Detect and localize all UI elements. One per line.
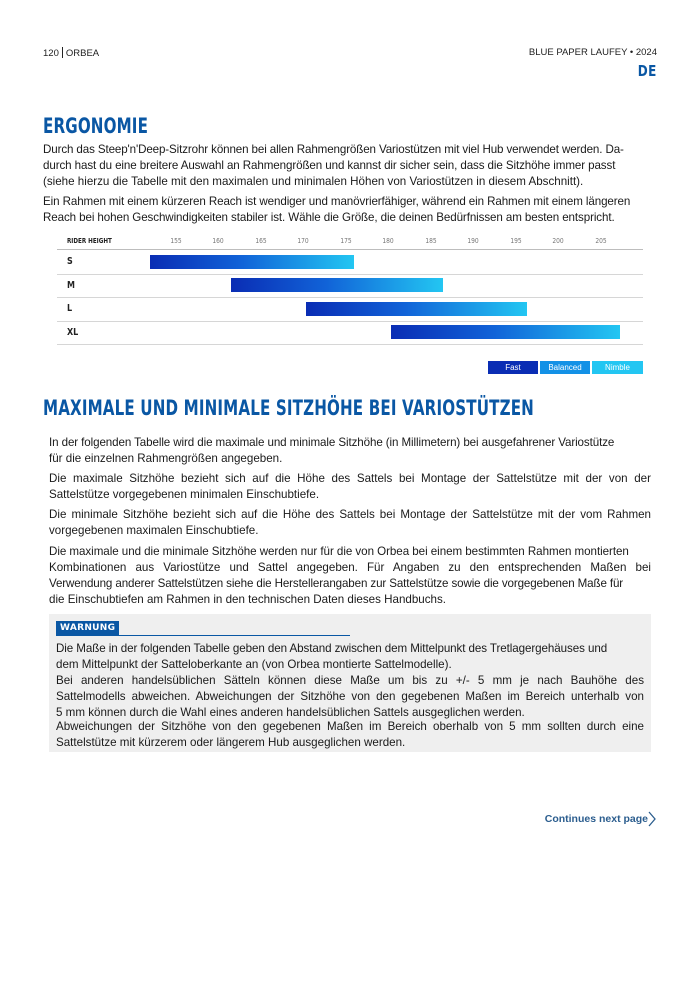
- x-tick-label: 205: [594, 237, 607, 245]
- x-tick-label: 180: [382, 237, 394, 245]
- language-badge: DE: [638, 62, 657, 80]
- text-line: Verwendung anderer Sattelstützen siehe die Herstellerangaben zur Sattelstütze sowie die vorgegebenen Maße für: [49, 577, 624, 590]
- text-line: Durch das Steep'n'Deep-Sitzrohr können bei allen Rahmengrößen Variostützen mit viel Hub verwendet werden. Da-: [43, 143, 624, 156]
- text-line: In der folgenden Tabelle wird die maximale und minimale Sitzhöhe (in Millimetern) bei ausgefahrener Variostütze: [49, 436, 615, 449]
- row-divider: [57, 321, 643, 322]
- text-line: Reach bei hohen Geschwindigkeiten stabiler ist. Wähle die Größe, die deinen Bedürfnissen am besten entspricht.: [43, 211, 615, 224]
- legend-fast: Fast: [488, 361, 538, 374]
- text-line: für die einzelnen Rahmengrößen angegeben.: [49, 452, 283, 465]
- text-line: vorgegebenen maximalen Einschubtiefe.: [49, 524, 259, 537]
- brand-name: ORBEA: [65, 48, 100, 59]
- x-tick-label: 195: [509, 237, 522, 245]
- row-divider: [57, 297, 643, 298]
- warning-paragraph-1: [56, 641, 644, 673]
- seat-height-paragraph-3: [49, 507, 651, 539]
- text-line: dem Mittelpunkt der Satteloberkante an (von Orbea montierte Sattelmodelle).: [56, 658, 452, 671]
- size-range-bar-l: [306, 302, 527, 316]
- seat-height-paragraph-1: [49, 435, 651, 467]
- ergonomics-paragraph-2: [43, 194, 653, 226]
- x-tick-label: 165: [255, 237, 267, 245]
- row-divider: [57, 344, 643, 345]
- text-line: Die minimale Sitzhöhe bezieht sich auf die Höhe des Sattels bei Montage der Sattelstütze mit der vom Rahmen: [49, 508, 651, 521]
- x-tick-label: 170: [297, 237, 309, 245]
- chevron-right-icon[interactable]: [647, 811, 657, 827]
- seat-height-paragraph-2: [49, 471, 651, 503]
- x-tick-label: 155: [170, 237, 182, 245]
- x-tick-label: 200: [552, 237, 564, 245]
- legend-nimble: Nimble: [592, 361, 643, 374]
- text-line: Sattelstütze vorgegebenen minimalen Einschubtiefe.: [49, 488, 320, 501]
- size-label: L: [67, 303, 73, 314]
- text-line: Die Maße in der folgenden Tabelle geben den Abstand zwischen dem Mittelpunkt des Tretlagergehäuses und: [56, 642, 608, 655]
- warning-paragraph-2: [56, 673, 644, 721]
- size-range-bar-s: [150, 255, 354, 269]
- rider-height-chart: [57, 229, 643, 347]
- warning-label: WARNUNG: [56, 621, 119, 635]
- text-line: durch hast du eine breitere Auswahl an Rahmengrößen und kannst dir sicher sein, dass die Sitzhöhe immer passt: [43, 159, 616, 172]
- x-tick-label: 160: [212, 237, 225, 245]
- page-header-left: [43, 47, 99, 59]
- text-line: Die maximale Sitzhöhe bezieht sich auf die Höhe des Sattels bei Montage der Sattelstütze mit der von der: [49, 472, 651, 485]
- chart-axis-line: [57, 249, 643, 250]
- chart-x-label: RIDER HEIGHT: [67, 237, 112, 245]
- size-label: M: [67, 279, 75, 291]
- text-line: (siehe hierzu die Tabelle mit den maximalen und minimalen Höhen von Variostützen in diesem Abschnitt).: [43, 175, 584, 188]
- text-line: Ein Rahmen mit einem kürzeren Reach ist wendiger und manövrierfähiger, während ein Rahmen mit einem längeren: [43, 195, 631, 208]
- seat-height-paragraph-4: [49, 544, 651, 608]
- ergonomics-heading: ERGONOMIE: [43, 114, 149, 138]
- row-divider: [57, 274, 643, 275]
- size-label: XL: [67, 326, 79, 338]
- ergonomics-paragraph-1: [43, 142, 653, 190]
- continues-next-page-link[interactable]: Continues next page: [544, 813, 648, 825]
- warning-underline: [56, 635, 350, 636]
- size-label: S: [67, 256, 73, 267]
- text-line: die Einschubtiefen am Rahmen in den technischen Daten dieses Handbuchs.: [49, 593, 447, 606]
- page-number: 120: [43, 48, 59, 59]
- seat-height-heading: MAXIMALE UND MINIMALE SITZHÖHE BEI VARIOSTÜTZEN: [43, 396, 534, 420]
- text-line: Sattelstütze mit kürzerem oder längerem Hub ausgeglichen werden.: [56, 736, 406, 749]
- text-line: Bei anderen handelsüblichen Sätteln können diese Maße um bis zu +/- 5 mm je nach Bauhöhe des: [56, 674, 644, 687]
- warning-paragraph-3: [56, 719, 644, 751]
- text-line: Die maximale und die minimale Sitzhöhe werden nur für die von Orbea bei einem bestimmten Rahmen montierten: [49, 545, 629, 558]
- legend-balanced: Balanced: [540, 361, 590, 374]
- x-tick-label: 185: [425, 237, 437, 245]
- x-tick-label: 175: [340, 237, 352, 245]
- text-line: Sattelmodells abweichen. Abweichungen der Sitzhöhe von den gegebenen Maßen im Bereich unterhalb von: [56, 690, 644, 703]
- document-title: BLUE PAPER LAUFEY • 2024: [528, 47, 657, 58]
- text-line: Abweichungen der Sitzhöhe von den gegebenen Maßen im Bereich oberhalb von 5 mm sollten durch eine: [56, 720, 644, 733]
- text-line: 5 mm können durch die Wahl eines anderen handelsüblichen Sattels ausgeglichen werden.: [56, 706, 525, 719]
- size-range-bar-m: [231, 278, 443, 292]
- size-range-bar-xl: [391, 325, 620, 339]
- text-line: Kombinationen aus Variostütze und Sattel angegeben. Für Angaben zu den entsprechenden Maßen bei: [49, 561, 651, 574]
- header-divider: [62, 47, 63, 58]
- x-tick-label: 190: [467, 237, 479, 245]
